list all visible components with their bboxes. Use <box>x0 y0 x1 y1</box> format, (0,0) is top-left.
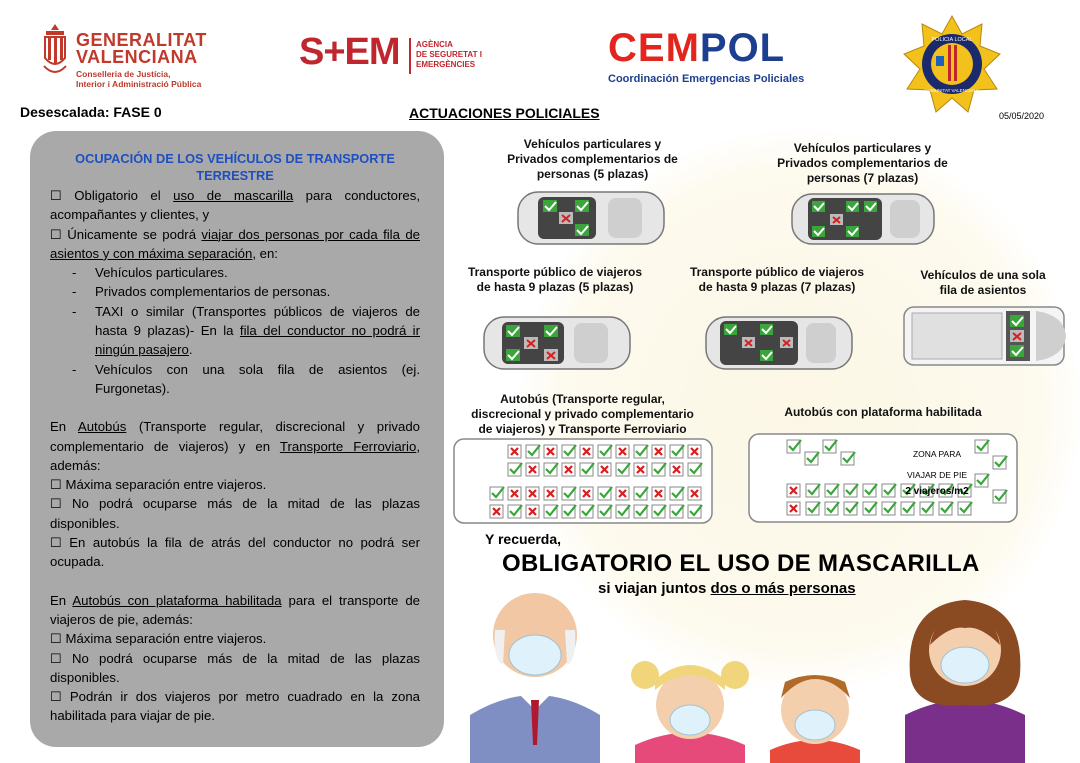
list-dash: - <box>72 303 77 319</box>
boy-figure <box>770 675 860 763</box>
platform-item: ☐ Máxima separación entre viajeros. <box>50 631 267 647</box>
list-item-text: Vehículos particulares. <box>95 265 228 281</box>
panel-heading-2: TERRESTRE <box>196 168 274 183</box>
seat-check-icon <box>882 484 896 497</box>
seat-cross-icon <box>780 337 793 348</box>
seat-check-icon <box>670 505 684 518</box>
vehicle-label-line: Vehículos particulares y <box>523 137 662 151</box>
mask-text-b: para conductores, acompañantes y clientes, y <box>50 188 420 223</box>
list-item <box>50 282 420 301</box>
zone-label-3: 2 viajeros/m2 <box>905 486 969 497</box>
reminder-subline-a: si viajan juntos <box>598 580 711 597</box>
seat-cross-icon <box>508 445 521 458</box>
seat-cross-icon <box>526 505 539 518</box>
seat-cross-icon <box>580 445 593 458</box>
list-item <box>50 360 420 399</box>
seat-cross-icon <box>830 214 843 225</box>
seat-check-icon <box>760 350 773 361</box>
platform-paragraph <box>50 591 420 630</box>
panel-text <box>50 150 420 726</box>
bus-text-underlined-2: Transporte Ferroviario <box>279 438 417 454</box>
seat-check-icon <box>844 484 858 497</box>
conselleria-name-2: Interior i Administració Pública <box>76 79 202 89</box>
seat-check-icon <box>598 505 612 518</box>
seat-check-icon <box>812 226 825 237</box>
bus-label-2: Autobús con plataforma habilitada <box>784 405 982 419</box>
cempol-logo-red: CEM <box>608 26 700 70</box>
girl-figure <box>631 661 749 763</box>
seating-paragraph <box>50 225 420 264</box>
seat-cross-icon <box>490 505 503 518</box>
seat-check-icon <box>882 502 896 515</box>
bus-text-b: (Transporte regular, discrecional y privado complementario de viajeros) y en <box>50 419 420 454</box>
platform-item: ☐ Podrán ir dos viajeros por metro cuadrado en la zona habilitada para viajar de pie. <box>50 689 420 724</box>
vehicle-label-line: Transporte público de viajeros <box>689 265 865 279</box>
seat-check-icon <box>975 474 989 487</box>
seat-check-icon <box>846 201 859 212</box>
seat-check-icon <box>544 505 558 518</box>
vehicle-label-line: Vehículos particulares y <box>793 141 932 155</box>
seat-check-icon <box>598 487 612 500</box>
cempol-logo-blue: POL <box>699 26 786 70</box>
seat-check-icon <box>544 325 558 337</box>
seat-check-icon <box>863 484 877 497</box>
seat-cross-icon <box>526 463 539 476</box>
mask-paragraph <box>50 186 420 225</box>
seat-check-icon <box>508 463 522 476</box>
zone-label-1: ZONA PARA <box>912 449 962 459</box>
bus-text-c: , además: <box>50 438 420 473</box>
badge-top-text: POLICIA LOCAL <box>931 37 973 43</box>
face-mask-icon <box>670 705 710 735</box>
seating-text-b: , en: <box>252 245 278 261</box>
seating-text-underlined: viajar dos personas por cada fila de asientos y con máxima separación <box>50 226 420 261</box>
seat-cross-icon <box>670 463 683 476</box>
vehicle-label-line: Privados complementarios de <box>507 152 678 166</box>
taxi-text-underlined: fila del conductor no podrá ir ningún pasajero <box>95 323 420 358</box>
cempol-subtitle: Coordinación Emergencias Policiales <box>608 73 805 85</box>
seat-check-icon <box>939 502 953 515</box>
seat-cross-icon <box>562 463 575 476</box>
seat-check-icon <box>634 487 648 500</box>
vehicle-label-5 <box>898 268 1068 298</box>
seat-check-icon <box>993 456 1007 469</box>
reminder-subline-underlined: dos o más personas <box>710 580 856 597</box>
sem-sub-1: AGÈNCIA <box>416 40 453 49</box>
list-item-text: Vehículos con una sola fila de asientos (ej. Furgonetas). <box>95 361 420 396</box>
grandfather-figure <box>470 593 600 763</box>
seat-cross-icon <box>688 487 701 500</box>
seat-check-icon <box>688 505 702 518</box>
vehicle-label-2 <box>755 141 970 186</box>
seat-check-icon <box>863 502 877 515</box>
platform-bus-diagram <box>747 432 1019 524</box>
seat-check-icon <box>506 325 520 337</box>
seat-check-icon <box>1010 345 1024 357</box>
mask-text-a: ☐ Obligatorio el <box>50 188 174 203</box>
seat-check-icon <box>634 445 648 458</box>
seat-check-icon <box>825 484 839 497</box>
seat-check-icon <box>841 452 855 465</box>
date-label: 05/05/2020 <box>999 111 1045 121</box>
list-dash: - <box>72 284 77 300</box>
seat-cross-icon <box>742 337 755 348</box>
car-5-seats-diagram <box>516 188 666 248</box>
seat-check-icon <box>598 445 612 458</box>
seat-check-icon <box>806 484 820 497</box>
seat-cross-icon <box>787 502 800 515</box>
seat-check-icon <box>1010 315 1024 327</box>
seat-check-icon <box>575 200 589 212</box>
seat-check-icon <box>580 505 594 518</box>
seat-cross-icon <box>544 445 557 458</box>
seat-cross-icon <box>652 487 665 500</box>
seat-check-icon <box>652 505 666 518</box>
seat-check-icon <box>670 487 684 500</box>
page-title: ACTUACIONES POLICIALES <box>409 105 600 121</box>
seat-cross-icon <box>688 445 701 458</box>
seat-check-icon <box>688 463 702 476</box>
bus-text-a: En <box>50 419 78 435</box>
generalitat-crest-icon <box>40 22 70 78</box>
generalitat-logo <box>76 32 207 89</box>
seat-check-icon <box>806 502 820 515</box>
seat-check-icon <box>825 502 839 515</box>
seat-check-icon <box>616 505 630 518</box>
conselleria-name: Conselleria de Justícia, <box>76 69 171 79</box>
bus-label-line: de viajeros) y Transporte Ferroviario <box>478 422 687 436</box>
panel-heading <box>50 150 420 184</box>
seat-check-icon <box>616 463 630 476</box>
seat-check-icon <box>975 440 989 453</box>
vehicle-label-line: Transporte público de viajeros <box>467 265 643 279</box>
face-mask-icon <box>509 635 561 675</box>
bus-diagram <box>452 437 714 527</box>
seat-check-icon <box>958 502 972 515</box>
seat-check-icon <box>787 440 801 453</box>
seat-cross-icon <box>580 487 593 500</box>
van-single-row-diagram <box>902 303 1072 369</box>
seat-check-icon <box>634 505 648 518</box>
seat-check-icon <box>508 505 522 518</box>
seat-cross-icon <box>652 445 665 458</box>
bus-paragraph <box>50 417 420 475</box>
seat-check-icon <box>823 440 837 453</box>
seat-cross-icon <box>787 484 800 497</box>
seat-cross-icon <box>634 463 647 476</box>
seat-check-icon <box>544 463 558 476</box>
platform-item: ☐ No podrá ocuparse más de la mitad de las plazas disponibles. <box>50 650 420 685</box>
bus-label-line: discrecional y privado complementario <box>471 407 694 421</box>
vehicle-label-line: personas (5 plazas) <box>536 167 649 181</box>
seat-cross-icon <box>616 445 629 458</box>
seat-check-icon <box>920 502 934 515</box>
list-dash: - <box>72 265 77 281</box>
seat-cross-icon <box>544 349 558 361</box>
reminder-intro: Y recuerda, <box>485 531 562 547</box>
list-dash: - <box>72 361 77 377</box>
vehicle-label-3 <box>450 265 660 295</box>
zone-label-2: VIAJAR DE PIE <box>907 470 967 480</box>
seat-check-icon <box>670 445 684 458</box>
seat-cross-icon <box>544 487 557 500</box>
bus-item: ☐ Máxima separación entre viajeros. <box>50 477 267 493</box>
seat-check-icon <box>864 201 877 212</box>
vehicle-label-line: fila de asientos <box>939 283 1027 297</box>
sem-logo-text: S+EM <box>299 31 400 73</box>
seat-cross-icon <box>508 487 521 500</box>
vehicle-label-4 <box>672 265 882 295</box>
seat-check-icon <box>580 463 594 476</box>
platform-text-underlined: Autobús con plataforma habilitada <box>72 592 282 608</box>
seat-check-icon <box>812 201 825 212</box>
seat-check-icon <box>846 226 859 237</box>
seat-check-icon <box>844 502 858 515</box>
list-item <box>50 263 420 282</box>
phase-label: Desescalada: FASE 0 <box>20 104 162 120</box>
bus-label-line: Autobús (Transporte regular, <box>500 392 665 406</box>
seat-cross-icon <box>616 487 629 500</box>
face-mask-icon <box>941 647 989 683</box>
seat-check-icon <box>562 505 576 518</box>
vehicle-label-line: Vehículos de una sola <box>920 268 1046 282</box>
car-7-seats-diagram <box>790 190 936 248</box>
seat-check-icon <box>506 349 520 361</box>
platform-text-a: En <box>50 592 73 608</box>
sem-logo <box>299 31 400 74</box>
seat-check-icon <box>993 490 1007 503</box>
seat-check-icon <box>526 445 540 458</box>
seat-check-icon <box>543 200 557 212</box>
seat-check-icon <box>760 324 773 335</box>
bus-label-1 <box>455 392 710 437</box>
seat-cross-icon <box>524 337 538 349</box>
platform-text-b: para el transporte de viajeros de pie, además: <box>50 592 420 627</box>
seat-check-icon <box>562 487 576 500</box>
taxi-7-seats-diagram <box>704 313 854 373</box>
policia-local-badge-icon <box>902 14 1002 114</box>
sem-agency-text <box>416 40 482 70</box>
panel-heading-1: OCUPACIÓN DE LOS VEHÍCULOS DE TRANSPORTE <box>75 151 395 166</box>
face-mask-icon <box>795 710 835 740</box>
seat-check-icon <box>562 445 576 458</box>
bus-item: ☐ En autobús la fila de atrás del conductor no podrá ser ocupada. <box>50 535 420 570</box>
vehicle-label-line: de hasta 9 plazas (7 plazas) <box>698 280 856 294</box>
vehicle-label-line: personas (7 plazas) <box>806 171 919 185</box>
seat-check-icon <box>901 502 915 515</box>
list-item-taxi <box>50 302 420 360</box>
bus-text-underlined-1: Autobús <box>77 419 127 435</box>
mother-figure <box>905 600 1025 763</box>
taxi-text-b: . <box>188 342 193 358</box>
sem-sub-3: EMERGÈNCIES <box>416 60 476 69</box>
cempol-logo <box>608 26 785 71</box>
sem-divider <box>409 38 411 74</box>
seat-cross-icon <box>1010 330 1024 342</box>
seating-text-a: ☐ Únicamente se podrá <box>50 226 202 242</box>
seat-cross-icon <box>526 487 539 500</box>
vehicle-label-1 <box>485 137 700 182</box>
taxi-text-a: TAXI o similar (Transportes públicos de viajeros de hasta 9 plazas)- En la <box>95 303 420 339</box>
mask-text-underlined: uso de mascarilla <box>173 188 294 203</box>
seat-cross-icon <box>598 463 611 476</box>
generalitat-name-2: VALENCIANA <box>76 47 198 67</box>
family-with-masks-illustration <box>465 580 1055 763</box>
badge-bottom-text: COMUNITAT VALENCIANA <box>924 88 980 93</box>
seat-check-icon <box>724 324 737 335</box>
vehicle-label-line: de hasta 9 plazas (5 plazas) <box>476 280 634 294</box>
seat-check-icon <box>490 487 504 500</box>
seat-check-icon <box>652 463 666 476</box>
reminder-headline: OBLIGATORIO EL USO DE MASCARILLA <box>502 550 980 577</box>
sem-sub-2: DE SEGURETAT I <box>416 50 482 59</box>
vehicle-label-line: Privados complementarios de <box>777 156 948 170</box>
generalitat-name-1: GENERALITAT <box>76 30 207 50</box>
seat-check-icon <box>575 224 589 236</box>
seat-cross-icon <box>559 212 573 224</box>
list-item-text: Privados complementarios de personas. <box>95 284 331 300</box>
seat-check-icon <box>805 452 819 465</box>
bus-item: ☐ No podrá ocuparse más de la mitad de las plazas disponibles. <box>50 496 420 531</box>
taxi-5-seats-diagram <box>482 313 632 373</box>
